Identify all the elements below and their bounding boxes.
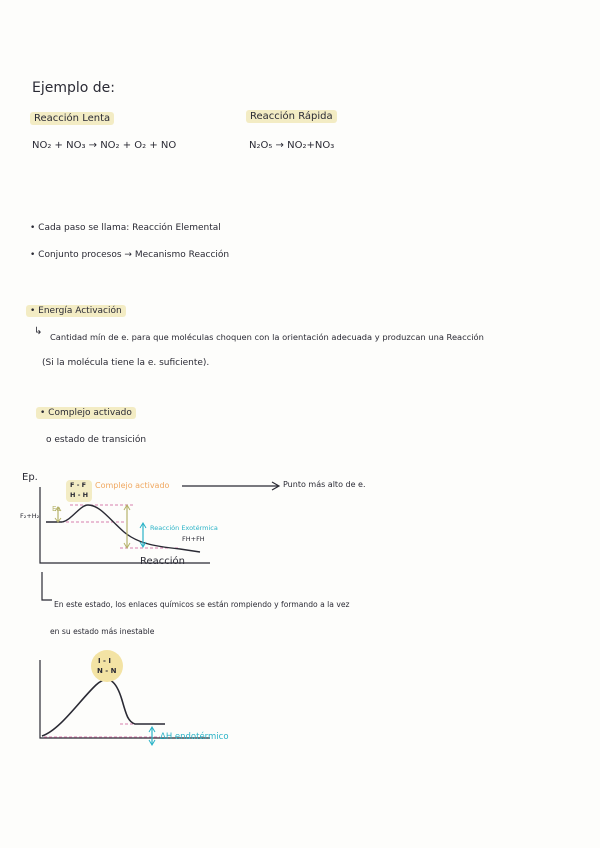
activation-arrow: ↳ — [34, 326, 43, 337]
activation-note: (Si la molécula tiene la e. suficiente). — [42, 358, 210, 368]
complex-heading: • Complejo activado — [36, 407, 136, 419]
slow-reaction-equation: NO₂ + NO₃ → NO₂ + O₂ + NO — [32, 140, 177, 151]
complex-subtitle: o estado de transición — [46, 435, 147, 445]
peak-note: Punto más alto de e. — [283, 480, 366, 489]
explanation-line2: en su estado más inestable — [50, 627, 155, 636]
y-axis-label: Ep. — [22, 472, 38, 483]
complex-label: Complejo activado — [95, 481, 170, 490]
x-axis-label: Reacción — [140, 556, 186, 567]
products-label: FH+FH — [182, 535, 205, 543]
fast-reaction-equation: N₂O₅ → NO₂+NO₃ — [249, 140, 335, 151]
exo-label: Reacción Exotérmica — [150, 524, 218, 532]
transition-bottom-1: H - H — [70, 491, 89, 499]
slow-reaction-label: Reacción Lenta — [30, 112, 114, 125]
bullet-mechanism: • Conjunto procesos → Mecanismo Reacción — [30, 250, 230, 260]
transition-bottom-2: N - N — [97, 667, 117, 675]
activation-heading: • Energía Activación — [26, 305, 126, 317]
ea-label: Ea — [52, 505, 61, 513]
activation-definition: Cantidad mín de e. para que moléculas choquen con la orientación adecuada y produzcan una Reacción — [50, 332, 484, 342]
fast-reaction-label: Reacción Rápida — [246, 110, 337, 123]
reaction-curve-2 — [42, 680, 165, 736]
reactants-label: F₂+H₂ — [20, 512, 40, 520]
transition-top-2: I - I — [98, 657, 111, 665]
dh-label: ΔH endotérmico — [160, 732, 229, 742]
page-title: Ejemplo de: — [32, 80, 115, 96]
transition-top-1: F - F — [70, 481, 87, 489]
explanation-line1: En este estado, los enlaces químicos se están rompiendo y formando a la vez — [54, 600, 350, 609]
transition-highlight-2 — [91, 650, 123, 682]
diagram2-axes — [40, 660, 210, 738]
bullet-elemental: • Cada paso se llama: Reacción Elemental — [30, 223, 221, 233]
explanation-connector — [42, 572, 52, 600]
